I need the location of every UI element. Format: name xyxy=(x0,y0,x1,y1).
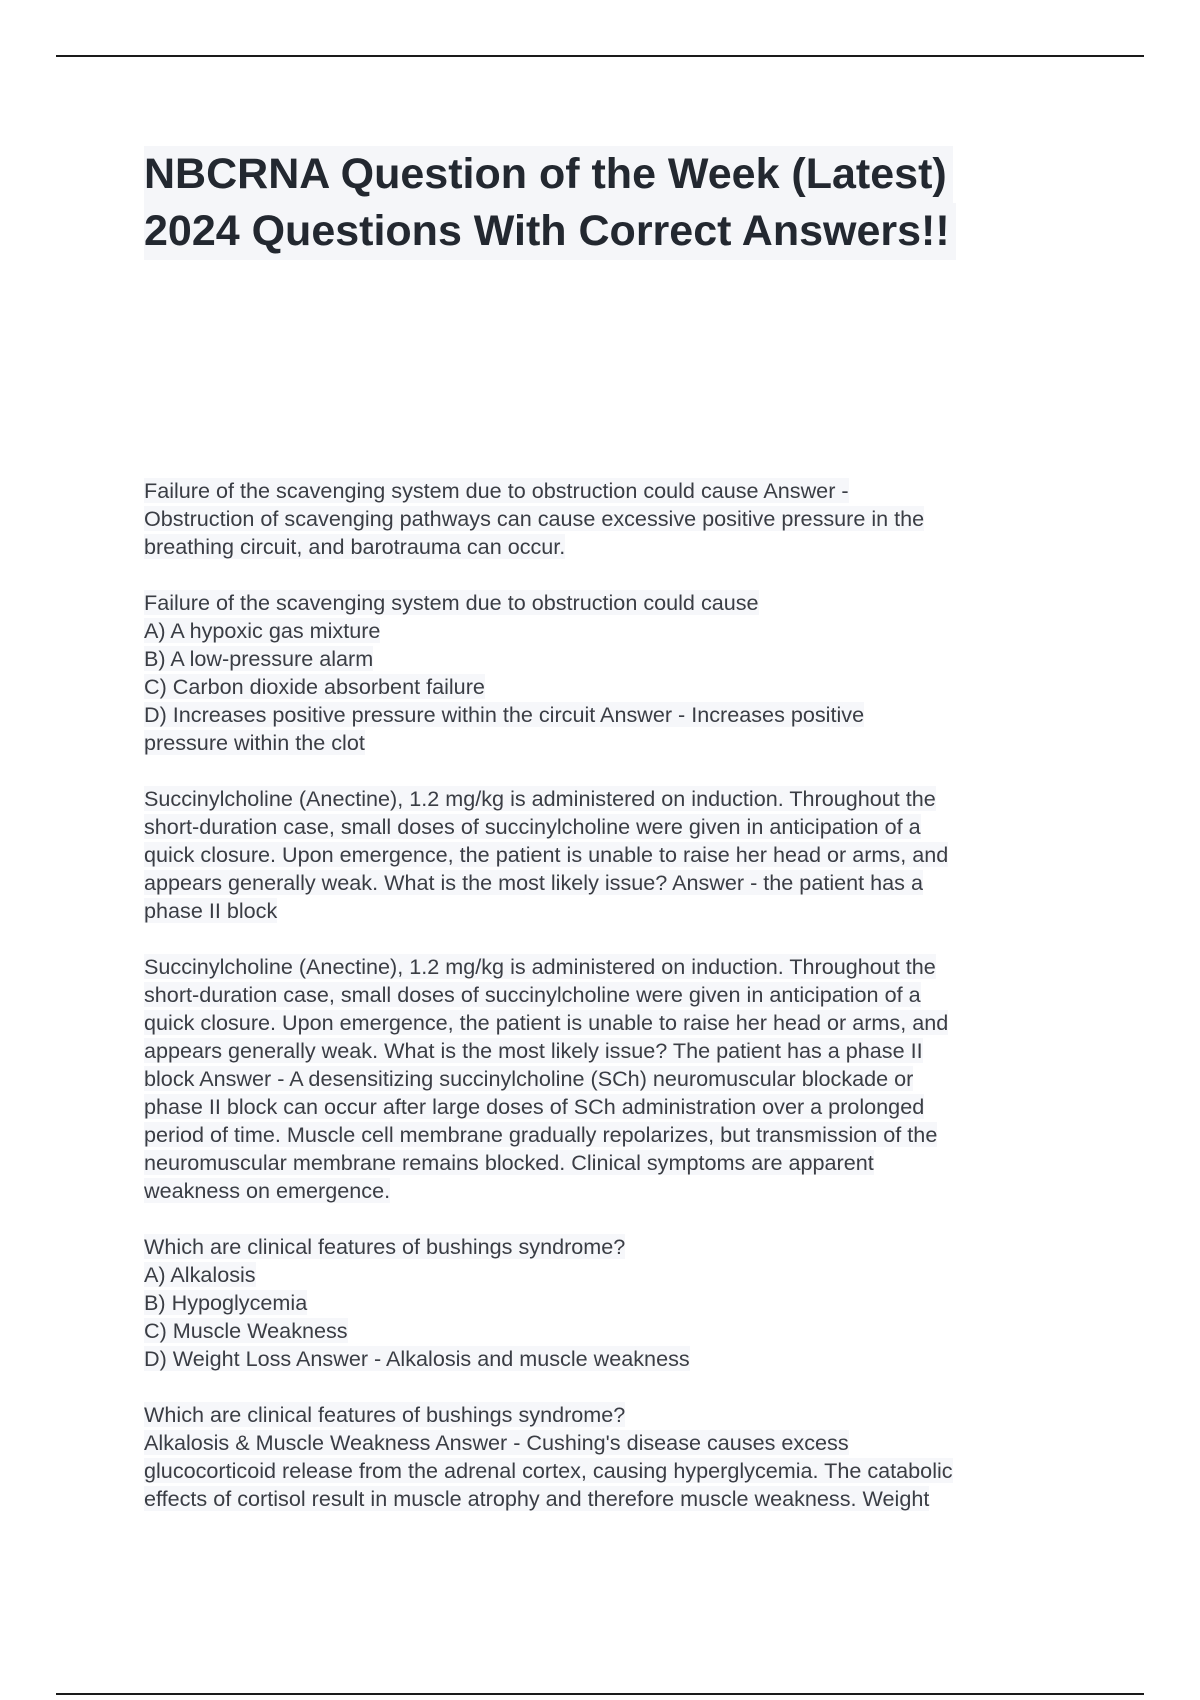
answer-option: C) Muscle Weakness xyxy=(144,1318,348,1343)
text-line: quick closure. Upon emergence, the patient is unable to raise her head or arms, and xyxy=(144,1010,949,1035)
answer-option: D) Increases positive pressure within the circuit Answer - Increases positive xyxy=(144,702,865,727)
text-line: appears generally weak. What is the most likely issue? The patient has a phase II xyxy=(144,1038,923,1063)
answer-option: B) A low-pressure alarm xyxy=(144,646,374,671)
title-line: 2024 Questions With Correct Answers!! xyxy=(144,203,956,260)
answer-option: D) Weight Loss Answer - Alkalosis and muscle weakness xyxy=(144,1346,690,1371)
text-line: Which are clinical features of bushings syndrome? xyxy=(144,1402,626,1427)
text-line: appears generally weak. What is the most likely issue? Answer - the patient has a xyxy=(144,870,923,895)
text-line: block Answer - A desensitizing succinylcholine (SCh) neuromuscular blockade or xyxy=(144,1066,914,1091)
text-line: neuromuscular membrane remains blocked. Clinical symptoms are apparent xyxy=(144,1150,874,1175)
answer-option: C) Carbon dioxide absorbent failure xyxy=(144,674,485,699)
text-line: Failure of the scavenging system due to obstruction could cause Answer - xyxy=(144,478,849,503)
document-title xyxy=(144,146,1064,260)
qa-block-succinylcholine-2 xyxy=(144,953,1064,1205)
document-body xyxy=(144,477,1064,1541)
text-line: phase II block xyxy=(144,898,278,923)
text-line: Obstruction of scavenging pathways can cause excessive positive pressure in the xyxy=(144,506,925,531)
qa-block-succinylcholine-1 xyxy=(144,785,1064,925)
text-line: weakness on emergence. xyxy=(144,1178,391,1203)
answer-option: A) Alkalosis xyxy=(144,1262,256,1287)
text-line: Failure of the scavenging system due to obstruction could cause xyxy=(144,590,759,615)
text-line: Which are clinical features of bushings syndrome? xyxy=(144,1234,626,1259)
text-line: period of time. Muscle cell membrane gradually repolarizes, but transmission of the xyxy=(144,1122,938,1147)
title-line: NBCRNA Question of the Week (Latest) xyxy=(144,146,953,203)
answer-option: B) Hypoglycemia xyxy=(144,1290,308,1315)
bottom-rule xyxy=(56,1693,1144,1695)
text-line: phase II block can occur after large doses of SCh administration over a prolonged xyxy=(144,1094,925,1119)
qa-block-cushings-2 xyxy=(144,1401,1064,1513)
text-line: short-duration case, small doses of succinylcholine were given in anticipation of a xyxy=(144,814,921,839)
text-line: Succinylcholine (Anectine), 1.2 mg/kg is administered on induction. Throughout the xyxy=(144,954,936,979)
top-rule xyxy=(56,55,1144,57)
text-line: Succinylcholine (Anectine), 1.2 mg/kg is administered on induction. Throughout the xyxy=(144,786,936,811)
qa-block-scavenging-2 xyxy=(144,589,1064,757)
text-line: effects of cortisol result in muscle atrophy and therefore muscle weakness. Weight xyxy=(144,1486,930,1511)
text-line: Alkalosis & Muscle Weakness Answer - Cushing's disease causes excess xyxy=(144,1430,849,1455)
qa-block-scavenging-1 xyxy=(144,477,1064,561)
text-line: short-duration case, small doses of succinylcholine were given in anticipation of a xyxy=(144,982,921,1007)
text-line: quick closure. Upon emergence, the patient is unable to raise her head or arms, and xyxy=(144,842,949,867)
answer-option: A) A hypoxic gas mixture xyxy=(144,618,381,643)
text-line: glucocorticoid release from the adrenal cortex, causing hyperglycemia. The catabolic xyxy=(144,1458,953,1483)
text-line: pressure within the clot xyxy=(144,730,365,755)
text-line: breathing circuit, and barotrauma can occur. xyxy=(144,534,566,559)
qa-block-cushings-1 xyxy=(144,1233,1064,1373)
